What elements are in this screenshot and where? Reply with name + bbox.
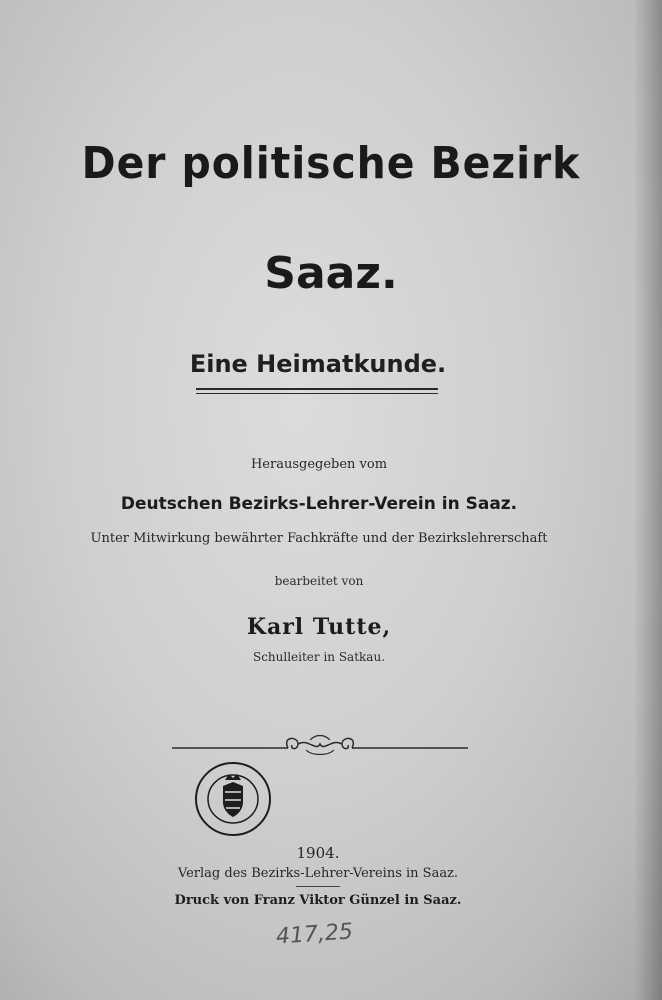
title-line-1: Der politische Bezirk <box>81 138 581 189</box>
author-role: Schulleiter in Satkau. <box>252 650 386 664</box>
author-name: Karl Tutte, <box>246 614 392 640</box>
subtitle-rule-thick <box>196 388 438 390</box>
handwritten-shelfmark: 417,25 <box>275 919 354 950</box>
subtitle-rule-thin <box>196 393 438 394</box>
title-line-2: Saaz. <box>264 248 398 299</box>
mitwirkung-line: Unter Mitwirkung bewährter Fachkräfte und der Bezirkslehrerschaft <box>90 531 548 546</box>
verein-line: Deutschen Bezirks-Lehrer-Verein in Saaz. <box>120 494 518 514</box>
ornament-divider-icon <box>170 734 470 760</box>
bearbeitet-line: bearbeitet von <box>274 574 364 588</box>
subtitle: Eine Heimatkunde. <box>189 350 447 378</box>
publication-year: 1904. <box>296 844 340 862</box>
druck-line: Druck von Franz Viktor Günzel in Saaz. <box>174 893 462 908</box>
herausgegeben-line: Herausgegeben vom <box>250 457 388 472</box>
library-stamp-icon <box>193 760 273 838</box>
verlag-line: Verlag des Bezirks-Lehrer-Vereins in Saaz. <box>177 866 459 881</box>
imprint-separator <box>296 886 340 887</box>
